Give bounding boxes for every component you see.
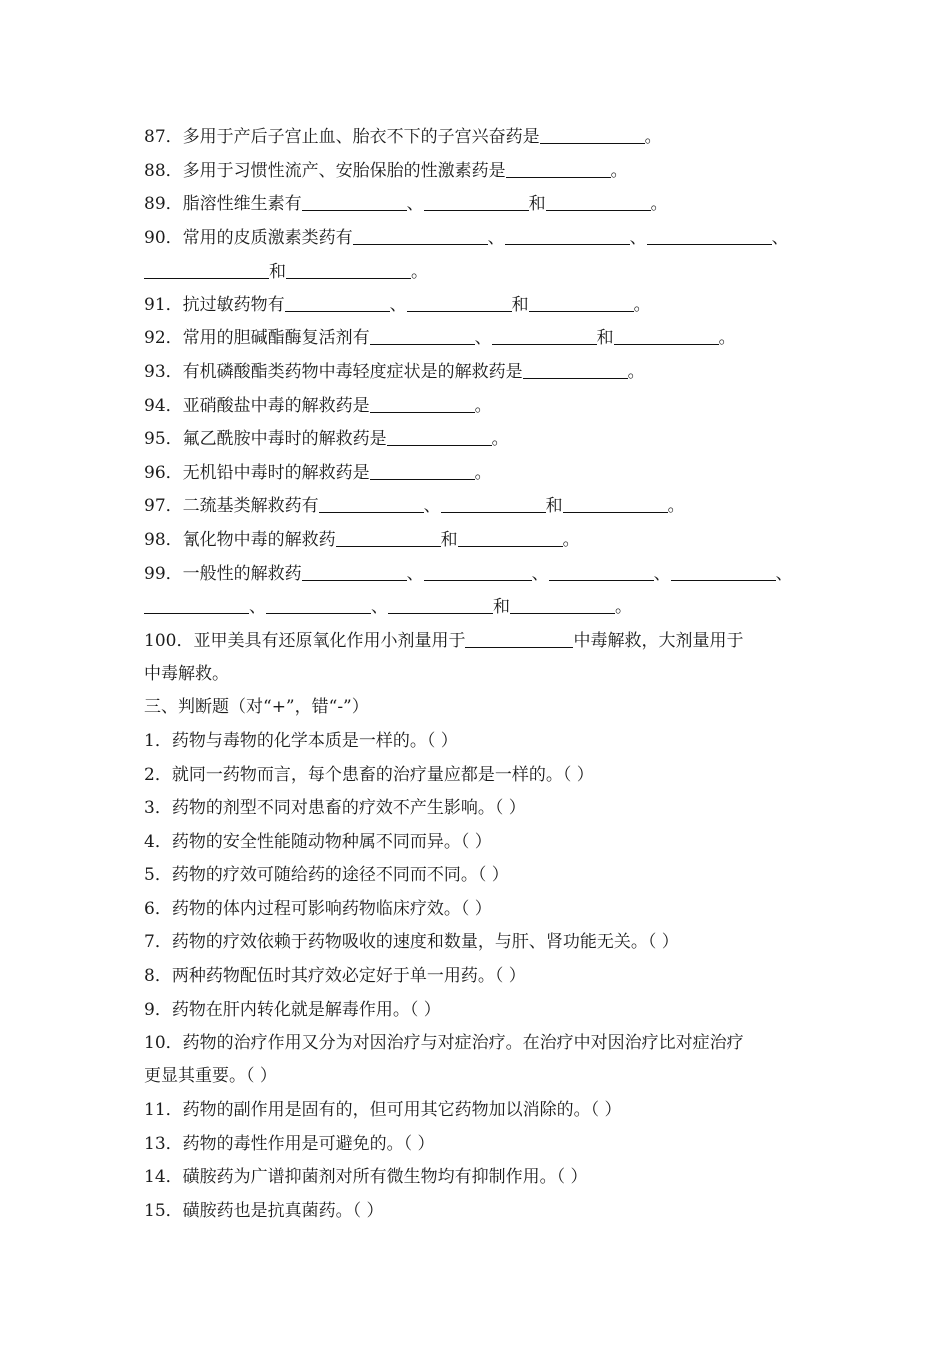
separator: 、: [249, 597, 266, 617]
separator: 和: [528, 194, 546, 214]
answer-blank[interactable]: [540, 125, 645, 144]
answer-blank[interactable]: [353, 226, 488, 245]
question-94: [144, 393, 492, 419]
question-end: 。: [474, 463, 492, 483]
judgment-item: 11．药物的副作用是固有的，但可用其它药物加以消除的。（ ）: [144, 1100, 622, 1120]
separator: 、: [629, 228, 647, 248]
separator: 、: [775, 564, 793, 584]
question-90: [144, 225, 789, 251]
separator: 、: [371, 597, 388, 617]
question-98: [144, 527, 580, 553]
answer-blank[interactable]: [647, 226, 772, 245]
answer-blank[interactable]: [546, 192, 651, 211]
question-92: [144, 325, 736, 351]
question-text: 89．脂溶性维生素有: [144, 194, 302, 214]
answer-blank[interactable]: [285, 293, 390, 312]
question-end: 。: [562, 530, 580, 550]
judgment-item: 5．药物的疗效可随给药的途径不同而不同。（ ）: [144, 865, 509, 885]
answer-blank[interactable]: [458, 528, 563, 547]
separator: 、: [406, 194, 424, 214]
question-text: 97．二巯基类解救药有: [144, 496, 319, 516]
answer-blank[interactable]: [529, 293, 634, 312]
answer-blank[interactable]: [492, 326, 597, 345]
answer-blank[interactable]: [465, 629, 573, 648]
answer-blank[interactable]: [424, 562, 532, 581]
question-text: 93．有机磷酸酯类药物中毒轻度症状是的解救药是: [144, 362, 523, 382]
question-end: 。: [411, 262, 428, 282]
answer-blank[interactable]: [144, 595, 249, 614]
question-text: 99．一般性的解救药: [144, 564, 302, 584]
question-end: 。: [718, 328, 736, 348]
section-title: 三、判断题（对“+”，错“-”）: [144, 697, 369, 717]
question-87: [144, 124, 662, 150]
judgment-item: 14．磺胺药为广谱抑菌剂对所有微生物均有抑制作用。（ ）: [144, 1167, 588, 1187]
question-end: 。: [610, 161, 628, 181]
question-end: 。: [667, 496, 685, 516]
judgment-item-cont: 更显其重要。（ ）: [144, 1066, 277, 1086]
answer-blank[interactable]: [336, 528, 441, 547]
judgment-item: 6．药物的体内过程可影响药物临床疗效。（ ）: [144, 899, 492, 919]
question-text: 88．多用于习惯性流产、安胎保胎的性激素药是: [144, 161, 506, 181]
question-end: 。: [650, 194, 668, 214]
separator: 、: [389, 295, 407, 315]
question-end: 。: [627, 362, 645, 382]
separator: 和: [440, 530, 458, 550]
question-text: 96．无机铅中毒时的解救药是: [144, 463, 370, 483]
question-cont: 中毒解救。: [144, 664, 229, 684]
question-mid: 中毒解救，大剂量用于: [573, 631, 744, 651]
answer-blank[interactable]: [549, 562, 654, 581]
separator: 和: [596, 328, 614, 348]
question-90-cont: [144, 259, 428, 285]
judgment-item: 8．两种药物配伍时其疗效必定好于单一用药。（ ）: [144, 966, 526, 986]
separator: 、: [423, 496, 441, 516]
question-99: [144, 561, 793, 587]
answer-blank[interactable]: [319, 494, 424, 513]
question-93: [144, 359, 645, 385]
judgment-item: 2．就同一药物而言，每个患畜的治疗量应都是一样的。（ ）: [144, 765, 594, 785]
judgment-item: 1．药物与毒物的化学本质是一样的。（ ）: [144, 731, 458, 751]
separator: 、: [474, 328, 492, 348]
question-text: 92．常用的胆碱酯酶复活剂有: [144, 328, 370, 348]
judgment-item: 9．药物在肝内转化就是解毒作用。（ ）: [144, 1000, 441, 1020]
answer-blank[interactable]: [671, 562, 776, 581]
question-89: [144, 191, 668, 217]
answer-blank[interactable]: [370, 461, 475, 480]
question-88: [144, 158, 628, 184]
separator: 、: [531, 564, 549, 584]
answer-blank[interactable]: [563, 494, 668, 513]
question-91: [144, 292, 651, 318]
question-95: [144, 426, 509, 452]
question-100-cont: [144, 661, 229, 687]
separator: 和: [511, 295, 529, 315]
answer-blank[interactable]: [614, 326, 719, 345]
separator: 、: [771, 228, 789, 248]
separator: 和: [269, 262, 286, 282]
answer-blank[interactable]: [302, 562, 407, 581]
question-end: 。: [633, 295, 651, 315]
question-text: 87．多用于产后子宫止血、胎衣不下的子宫兴奋药是: [144, 127, 540, 147]
answer-blank[interactable]: [266, 595, 371, 614]
judgment-item: 15．磺胺药也是抗真菌药。（ ）: [144, 1201, 384, 1221]
question-100: [144, 628, 743, 654]
question-end: 。: [474, 396, 492, 416]
judgment-item: 13．药物的毒性作用是可避免的。（ ）: [144, 1134, 435, 1154]
separator: 和: [545, 496, 563, 516]
answer-blank[interactable]: [505, 226, 630, 245]
answer-blank[interactable]: [407, 293, 512, 312]
answer-blank[interactable]: [370, 394, 475, 413]
judgment-item: 4．药物的安全性能随动物种属不同而异。（ ）: [144, 832, 492, 852]
question-text: 91．抗过敏药物有: [144, 295, 285, 315]
question-text: 90．常用的皮质激素类药有: [144, 228, 353, 248]
question-text: 95．氟乙酰胺中毒时的解救药是: [144, 429, 387, 449]
judgment-item: 10．药物的治疗作用又分为对因治疗与对症治疗。在治疗中对因治疗比对症治疗: [144, 1033, 744, 1053]
question-text: 100．亚甲美具有还原氧化作用小剂量用于: [144, 631, 466, 651]
answer-blank[interactable]: [286, 260, 411, 279]
question-text: 94．亚硝酸盐中毒的解救药是: [144, 396, 370, 416]
question-end: 。: [491, 429, 509, 449]
separator: 、: [487, 228, 505, 248]
answer-blank[interactable]: [523, 360, 628, 379]
question-96: [144, 460, 492, 486]
answer-blank[interactable]: [424, 192, 529, 211]
question-99-cont: [144, 594, 632, 620]
answer-blank[interactable]: [506, 159, 611, 178]
answer-blank[interactable]: [370, 326, 475, 345]
answer-blank[interactable]: [302, 192, 407, 211]
answer-blank[interactable]: [144, 260, 269, 279]
answer-blank[interactable]: [387, 427, 492, 446]
question-end: 。: [615, 597, 632, 617]
separator: 、: [406, 564, 424, 584]
question-97: [144, 493, 685, 519]
question-text: 98．氰化物中毒的解救药: [144, 530, 336, 550]
separator: 和: [493, 597, 510, 617]
answer-blank[interactable]: [388, 595, 493, 614]
question-end: 。: [644, 127, 662, 147]
separator: 、: [653, 564, 671, 584]
answer-blank[interactable]: [510, 595, 615, 614]
judgment-item: 3．药物的剂型不同对患畜的疗效不产生影响。（ ）: [144, 798, 526, 818]
judgment-item: 7．药物的疗效依赖于药物吸收的速度和数量，与肝、肾功能无关。（ ）: [144, 932, 679, 952]
answer-blank[interactable]: [441, 494, 546, 513]
